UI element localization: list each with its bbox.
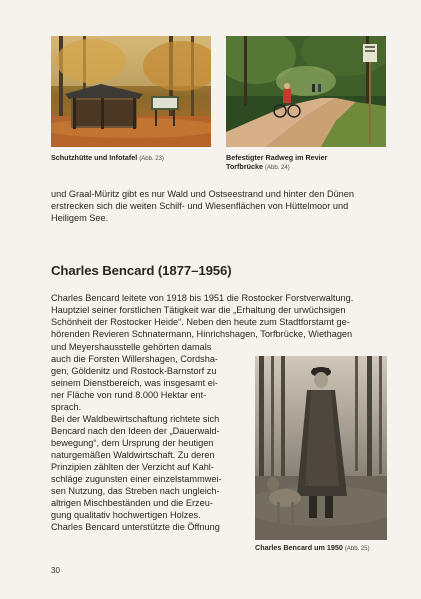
text-line: Hauptziel seiner forstlichen Tätigkeit war die „Erhaltung der urwüchsigen [51,305,346,315]
text-line: Charles Bencard leitete von 1918 bis 1951 die Rostocker Forstverwaltung. [51,293,354,303]
text-line: bewegung“, dem Ursprung der heutigen [51,438,214,448]
text-line: altrigen Mischbeständen und die Erzeu- [51,498,213,508]
text-line: sprach. [51,402,82,412]
photo-bike-path [226,36,386,147]
text-line: auch die Forsten Willershagen, Cordsha- [51,354,218,364]
text-line: erstrecken sich die weiten Schilf- und Wiesenflächen von Hüttelmoor und [51,201,349,212]
text-line: schläge zugunsten einer einzelstammwei- [51,474,222,484]
intro-paragraph [51,188,387,224]
text-line: gen, Göldenitz und Rostock-Barnstorf zu [51,366,217,376]
text-line: sen Nutzung, das Streben nach ungleich- [51,486,220,496]
figure-caption-bencard: Charles Bencard um 1950 (Abb. 25) [255,543,370,552]
figure-caption-hut: Schutzhütte und Infotafel (Abb. 23) [51,153,164,162]
photo-charles-bencard [255,356,387,540]
text-line: Charles Bencard unterstützte die Öffnung [51,522,220,532]
text-line: ner Fläche von rund 8.000 Hektar ent- [51,390,207,400]
text-line: Prinzipien zählten der Verzicht auf Kahl- [51,462,214,472]
text-line: Bencard nach den Ideen der „Dauerwald- [51,426,220,436]
text-line: und Graal-Müritz gibt es nur Wald und Ostseestrand und hinter den Dünen [51,189,355,199]
text-line: und Meyershausstelle gehörten damals [51,342,212,352]
text-line: naturgemäßen Waldwirtschaft. Zu deren [51,450,215,460]
text-line: Schönheit der Rostocker Heide“. Neben den heute zum Stadtforstamt ge- [51,317,350,327]
text-line: seinem Dienstbereich, was insgesamt ei- [51,378,218,388]
page-number: 30 [51,566,60,575]
text-line: hörenden Revieren Schnatermann, Hinrichshagen, Torfbrücke, Wiethagen [51,329,353,339]
text-line: Bei der Waldbewirtschaftung richtete sich [51,414,220,424]
section-heading: Charles Bencard (1877–1956) [51,263,232,278]
figure-caption-bike: Befestigter Radweg im Revier Torfbrücke (Abb. 24) [226,153,328,171]
photo-shelter-hut [51,36,211,147]
text-line: Heiligem See. [51,213,109,224]
text-line: gung qualitativ hochwertigen Holzes. [51,510,201,520]
